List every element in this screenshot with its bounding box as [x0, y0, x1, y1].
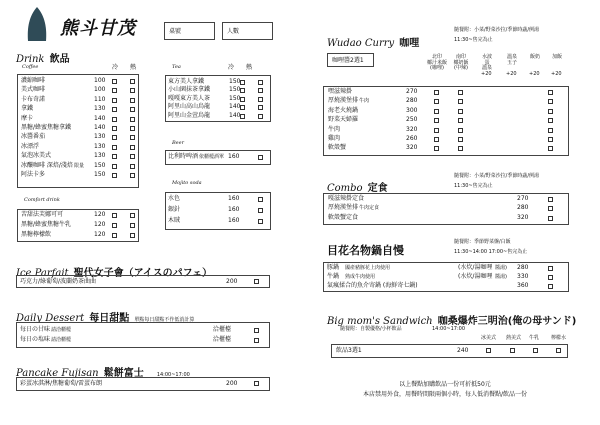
combo-checkbox-hot[interactable]: [548, 197, 553, 202]
coffee-checkbox-hot[interactable]: [130, 145, 135, 150]
comfort-checkbox-hot[interactable]: [130, 223, 135, 228]
pancake-title-en: Pancake Fujisan: [16, 368, 99, 379]
tea-checkbox-cold[interactable]: [240, 88, 245, 93]
comfort-checkbox-hot[interactable]: [130, 233, 135, 238]
curry-sauce-checkbox[interactable]: [434, 109, 439, 114]
coffee-item-name: 氣泡冰美式: [21, 152, 52, 160]
combo-item-price: 270: [517, 195, 529, 202]
coffee-item-price: 130: [94, 142, 106, 150]
combo-title-en: Combo: [327, 183, 363, 194]
curry-sauce-checkbox[interactable]: [434, 128, 439, 133]
coffee-item-price: 140: [94, 124, 106, 131]
coffee-item-name: 阿法卡多: [21, 171, 46, 178]
coffee-item-price: 140: [94, 114, 106, 122]
combo-checkbox-hot[interactable]: [548, 206, 553, 211]
sandwich-hours: 14:00~17:00: [432, 326, 466, 332]
curry-sauce-checkbox[interactable]: [434, 90, 439, 95]
hotpot-item-name: 氣瘋揉合的魚介寄鍋 (海鮮寄七鍋): [327, 282, 418, 289]
curry-sauce-checkbox[interactable]: [458, 99, 463, 104]
hotpot-item-option: (水炊/湯咖哩: [458, 273, 493, 280]
people-count-label: 人數: [227, 28, 240, 35]
hotpot-item-option-note: 醬湯): [495, 265, 507, 271]
coffee-checkbox-hot[interactable]: [130, 154, 135, 159]
curry-item-price: 320: [406, 144, 418, 152]
drink-title-zh: 飲品: [49, 54, 70, 65]
comfort-checkbox-hot[interactable]: [130, 213, 135, 218]
beer-title: Beer: [172, 140, 184, 146]
hotpot-item-option-note: 醬湯): [495, 274, 507, 280]
sandwich-checkbox-lemon-water[interactable]: [556, 348, 561, 353]
dessert-item-name: 每日の甘味: [20, 326, 51, 333]
coffee-item-name: 卡布奇諾: [21, 95, 46, 103]
curry-item-price: 270: [406, 88, 418, 95]
curry-item-note: 牛肉: [359, 98, 370, 105]
tea-checkbox-hot[interactable]: [258, 88, 263, 93]
hotpot-hours-line2: 11:30~14:00 17:00~售完為止: [454, 249, 528, 255]
dessert-item-note: 請洽櫃檯: [51, 337, 72, 343]
curry-sauce-checkbox[interactable]: [434, 146, 439, 151]
combo-item-name: 厚燒漢堡排: [328, 204, 359, 212]
coffee-checkbox-cold[interactable]: [112, 145, 117, 150]
hotpot-item-price: 280: [517, 264, 529, 271]
footer-line2: 本店禁用外食，用餐時間限兩個小時，每人低消餐點/飲品一份: [362, 391, 528, 398]
curry-item-name: 海老火燒鍋: [328, 106, 359, 114]
coffee-checkbox-cold[interactable]: [112, 107, 117, 112]
coffee-checkbox-cold[interactable]: [112, 135, 117, 140]
parfait-item-name: 巧克力/綠葡萄/波蘭奶茶曲曲: [20, 278, 97, 285]
beer-item-note: 依櫃檯酒單: [199, 154, 225, 160]
mojito-title: Mojito soda: [172, 180, 202, 186]
sandwich-checkbox-milk[interactable]: [533, 348, 538, 353]
coffee-item-price: 130: [94, 105, 106, 113]
tea-checkbox-cold[interactable]: [240, 105, 245, 110]
tea-item-price: 150: [229, 78, 241, 85]
tea-checkbox-cold[interactable]: [240, 80, 245, 85]
mojito-checkbox-hot[interactable]: [258, 197, 263, 202]
combo-item-name: 嘎滋辣掛定食: [328, 195, 365, 202]
hotpot-checkbox[interactable]: [548, 266, 553, 271]
curry-sauce-checkbox[interactable]: [458, 146, 463, 151]
hotpot-item-price: 360: [517, 282, 529, 289]
pancake-item-price: 200: [226, 380, 238, 387]
curry-heading: [327, 31, 419, 50]
curry-sauce-checkbox[interactable]: [434, 118, 439, 123]
coffee-checkbox-hot[interactable]: [130, 98, 135, 103]
coffee-item-name: 拿鐵: [21, 105, 34, 113]
comfort-item-name: 苦甜法芙娜可可: [21, 211, 64, 218]
tea-item-name: 東方美人拿鐵: [168, 78, 205, 85]
beer-item-price: 160: [228, 153, 240, 160]
comfort-checkbox-cold[interactable]: [112, 213, 117, 218]
tea-checkbox-hot[interactable]: [258, 80, 263, 85]
sandwich-title-zh: 咖桑爆炸三明治(俺の母サンド): [437, 316, 577, 327]
combo-checkbox-hot[interactable]: [548, 216, 553, 221]
parfait-title-zh: 聖代女子會（アイスのパフェ）: [73, 268, 213, 279]
curry-addon-price: +20: [551, 71, 562, 77]
hotpot-checkbox[interactable]: [548, 284, 553, 289]
curry-addon-label: 南印 椰奶飯 (中辣): [453, 54, 469, 71]
coffee-checkbox-hot[interactable]: [130, 88, 135, 93]
comfort-checkbox-cold[interactable]: [112, 223, 117, 228]
beer-checkbox-hot[interactable]: [258, 155, 263, 160]
tea-col-hot: 熱: [246, 64, 253, 71]
hotpot-item-price: 330: [517, 273, 529, 280]
curry-title-en: Wudao Curry: [327, 38, 395, 49]
mojito-item-name: 木賊: [168, 217, 181, 224]
curry-checkbox-hot[interactable]: [548, 128, 553, 133]
tea-item-name: 阿里山金萱烏龍: [168, 111, 211, 119]
curry-item-price: 250: [406, 116, 418, 124]
sandwich-checkbox-iced-americano[interactable]: [486, 348, 491, 353]
curry-item-name: 軟殼蟹: [328, 144, 347, 152]
coffee-checkbox-hot[interactable]: [130, 79, 135, 84]
comfort-item-price: 120: [94, 230, 106, 238]
curry-addon-label: 加飯: [551, 54, 562, 60]
coffee-item-price: 110: [94, 95, 106, 103]
combo-item-price: 280: [517, 204, 529, 212]
coffee-checkbox-cold[interactable]: [112, 126, 117, 131]
combo-item-note: 牛肉定食: [359, 205, 380, 212]
tea-item-name: 嘎嘎東方美人茶: [168, 94, 211, 102]
combo-hours-line2: 11:30~售完為止: [454, 183, 493, 189]
curry-checkbox-hot[interactable]: [548, 118, 553, 123]
curry-addon-label: 水波 蛋 溫泉: [481, 54, 492, 71]
coffee-checkbox-hot[interactable]: [130, 117, 135, 122]
coffee-checkbox-hot[interactable]: [130, 173, 135, 178]
curry-addon-price: +20: [506, 71, 517, 77]
footer-line1: 以上餐點加購飲品一份可折抵50元: [399, 381, 491, 388]
coffee-checkbox-hot[interactable]: [130, 107, 135, 112]
coffee-item-price: 150: [94, 171, 106, 178]
coffee-item-price: 100: [94, 86, 106, 94]
coffee-checkbox-cold[interactable]: [112, 88, 117, 93]
hotpot-item-name: 牛鍋: [327, 273, 340, 280]
curry-hours-line1: 隨餐附：小菜/野菜沙拉/季節時蔬/例湯: [454, 27, 540, 33]
curry-title-zh: 咖哩: [399, 38, 420, 49]
combo-hours-line1: 隨餐附：小菜/野菜沙拉/季節時蔬/例湯: [454, 173, 540, 179]
coffee-item-name: 冰醬番茄: [21, 133, 46, 141]
dessert-item-note: 請洽櫃檯: [51, 327, 72, 333]
pancake-hours: 14:00~17:00: [156, 372, 190, 378]
sandwich-hours-line1: 隨餐附：自製優格/小杯飲品: [340, 326, 402, 332]
tea-item-name: 阿里山高山烏龍: [168, 103, 211, 111]
coffee-item-note: 限量: [74, 162, 85, 169]
comfort-item-price: 120: [94, 211, 106, 218]
curry-sauce-checkbox[interactable]: [434, 99, 439, 104]
dessert-checkbox-hot[interactable]: [254, 328, 259, 333]
sandwich-col-label: 檸檬水: [551, 335, 567, 341]
parfait-item-price: 200: [226, 278, 238, 285]
coffee-item-price: 130: [94, 152, 106, 160]
curry-addon-price: +20: [529, 71, 540, 77]
curry-item-price: 260: [406, 135, 418, 142]
coffee-item-name: 冰漂浮: [21, 142, 40, 150]
tea-title: Tea: [172, 64, 181, 70]
comfort-item-price: 120: [94, 220, 106, 228]
logo-text: 熊斗甘茂: [60, 18, 136, 39]
drink-title-en: Drink: [16, 54, 45, 65]
hotpot-item-note: 熟成牛肉使用: [345, 274, 376, 280]
coffee-checkbox-hot[interactable]: [130, 135, 135, 140]
curry-item-price: 320: [406, 125, 418, 133]
pancake-title-zh: 鬆餅富士: [103, 368, 144, 379]
curry-item-name: 厚燒漢堡排: [328, 97, 359, 105]
tea-checkbox-hot[interactable]: [258, 97, 263, 102]
mojito-item-price: 160: [228, 195, 240, 202]
coffee-item-name: 美式咖啡: [21, 86, 46, 94]
curry-hours-line2: 11:30~售完為止: [454, 37, 493, 43]
curry-sauce-button[interactable]: [327, 53, 374, 67]
dessert-item-name: 每日の塩味: [20, 336, 51, 343]
curry-checkbox-hot[interactable]: [548, 90, 553, 95]
curry-checkbox-hot[interactable]: [548, 137, 553, 142]
curry-item-name: 牛肉: [328, 125, 341, 133]
pancake-item-name: 彩蛋冰淇淋/焦糖葡萄/雷蛋布朗: [20, 380, 103, 387]
comfort-item-name: 黑糖/蜂蜜焦糖牛乳: [21, 220, 72, 228]
coffee-item-price: 100: [94, 77, 106, 84]
curry-addon-label: 溫泉 玉子: [506, 54, 517, 66]
sandwich-checkbox-hot-americano[interactable]: [510, 348, 515, 353]
sandwich-col-label: 牛乳: [529, 335, 540, 341]
dessert-item-label: 洽櫃檯: [213, 336, 232, 343]
parfait-title-en: Ice Parfait: [16, 268, 69, 279]
mojito-item-name: 水色: [168, 195, 181, 202]
curry-addon-label: 北印 椰汁米飯 (咖哩): [427, 54, 448, 71]
tea-item-price: 140: [229, 103, 241, 111]
tea-checkbox-cold[interactable]: [240, 97, 245, 102]
coffee-checkbox-cold[interactable]: [112, 98, 117, 103]
mojito-checkbox-hot[interactable]: [258, 208, 263, 213]
dessert-title-en: Daily Dessert: [16, 313, 85, 324]
dessert-item-label: 洽櫃檯: [213, 326, 232, 333]
mojito-item-name: 銀針: [168, 206, 181, 213]
curry-item-name: 野菜天婦羅: [328, 116, 359, 124]
curry-item-price: 280: [406, 97, 418, 105]
coffee-item-price: 150: [94, 161, 106, 169]
mojito-item-price: 160: [228, 217, 240, 224]
beer-item-name: 比利時啤酒: [168, 153, 199, 160]
sandwich-item-name: 飲品3選1: [336, 347, 362, 354]
coffee-item-name: 摩卡: [21, 114, 34, 122]
curry-sauce-button-label: 咖哩醬2選1: [332, 57, 364, 64]
dessert-checkbox-hot[interactable]: [254, 338, 259, 343]
coffee-checkbox-hot[interactable]: [130, 126, 135, 131]
tea-checkbox-cold[interactable]: [240, 114, 245, 119]
curry-sauce-checkbox[interactable]: [458, 128, 463, 133]
coffee-item-price: 130: [94, 133, 106, 141]
dessert-note: 單點每日甜點不作低消計算: [134, 317, 195, 323]
curry-box: [323, 86, 569, 156]
curry-item-name: 嘿滋辣掛: [328, 88, 353, 95]
sandwich-title-en: Big mom's Sandwich: [327, 316, 433, 327]
comfort-title: Comfort drink: [24, 197, 60, 203]
tea-checkbox-hot[interactable]: [258, 105, 263, 110]
tea-checkbox-hot[interactable]: [258, 114, 263, 119]
curry-sauce-checkbox[interactable]: [458, 137, 463, 142]
dessert-title-zh: 每日甜點: [89, 313, 130, 324]
coffee-checkbox-cold[interactable]: [112, 79, 117, 84]
coffee-col-hot: 熱: [130, 64, 137, 71]
curry-sauce-checkbox[interactable]: [458, 109, 463, 114]
coffee-checkbox-cold[interactable]: [112, 164, 117, 169]
parfait-checkbox[interactable]: [254, 279, 259, 284]
curry-item-price: 300: [406, 106, 418, 114]
sandwich-col-label: 冰美式: [481, 335, 497, 341]
combo-title-zh: 定食: [367, 183, 388, 194]
curry-checkbox-hot[interactable]: [548, 99, 553, 104]
mojito-item-price: 160: [228, 206, 240, 213]
hotpot-hours-line1: 隨餐附：季節野菜盤/白飯: [454, 239, 511, 245]
coffee-checkbox-cold[interactable]: [112, 117, 117, 122]
curry-checkbox-hot[interactable]: [548, 109, 553, 114]
curry-checkbox-hot[interactable]: [548, 146, 553, 151]
curry-sauce-checkbox[interactable]: [434, 137, 439, 142]
curry-sauce-checkbox[interactable]: [458, 118, 463, 123]
mojito-box: [165, 192, 271, 230]
sandwich-col-label: 熱美式: [506, 335, 522, 341]
sandwich-item-price: 240: [457, 347, 469, 354]
tea-item-price: 150: [229, 86, 241, 94]
table-number-label: 桌號: [169, 28, 182, 35]
curry-addon-label: 飯奶: [529, 54, 540, 60]
logo-icon: [24, 6, 50, 42]
tea-item-price: 150: [229, 94, 241, 102]
coffee-title: Coffee: [22, 64, 39, 70]
coffee-item-name: 黑糖/蜂蜜焦糖拿鐵: [21, 124, 72, 131]
combo-item-price: 320: [517, 213, 529, 221]
comfort-checkbox-cold[interactable]: [112, 233, 117, 238]
curry-sauce-checkbox[interactable]: [458, 90, 463, 95]
people-count-field[interactable]: [222, 22, 273, 40]
tea-col-cold: 冷: [228, 64, 235, 71]
coffee-col-cold: 冷: [112, 64, 119, 71]
mojito-checkbox-hot[interactable]: [258, 219, 263, 224]
coffee-item-name: 冰釀咖啡 深焙/淺焙: [21, 161, 73, 169]
hotpot-item-note: 國產豬豚花上肉使用: [345, 265, 391, 271]
curry-item-name: 雞肉: [328, 135, 341, 142]
comfort-item-name: 黑糖檸檬飲: [21, 230, 52, 238]
tea-item-price: 140: [229, 111, 241, 119]
dessert-box: [16, 322, 270, 348]
hotpot-item-option: (水炊/湯咖哩: [458, 264, 493, 271]
hotpot-title: 目花名物鍋自慢: [327, 244, 404, 257]
table-number-field[interactable]: [164, 22, 215, 40]
coffee-checkbox-cold[interactable]: [112, 173, 117, 178]
hotpot-checkbox[interactable]: [548, 275, 553, 280]
tea-item-name: 小山園抹茶拿鐵: [168, 86, 211, 94]
curry-addon-price: +20: [481, 71, 492, 77]
coffee-checkbox-hot[interactable]: [130, 164, 135, 169]
coffee-item-name: 濃縮咖啡: [21, 77, 46, 84]
coffee-checkbox-cold[interactable]: [112, 154, 117, 159]
hotpot-item-name: 豚鍋: [327, 264, 340, 271]
combo-item-name: 軟殼蟹定食: [328, 213, 359, 221]
